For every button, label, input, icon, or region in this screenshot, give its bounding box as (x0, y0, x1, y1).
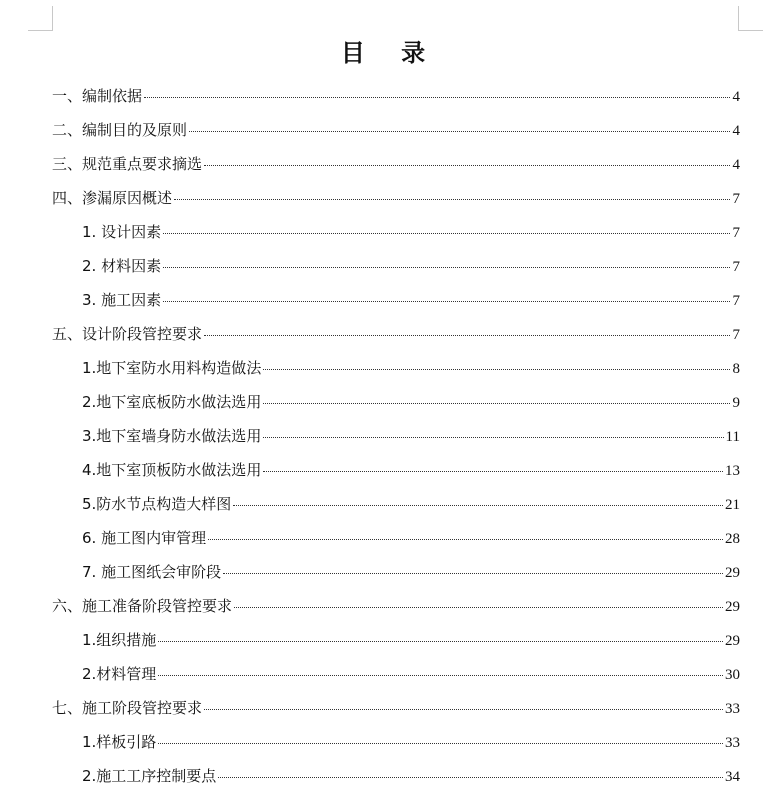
toc-entry[interactable] (52, 249, 740, 283)
toc-entry[interactable] (52, 215, 740, 249)
toc-page-number: 8 (732, 361, 740, 377)
toc-page-number: 29 (725, 599, 740, 615)
toc-entry-text: 3.地下室墙身防水做法选用 (82, 427, 262, 445)
toc-dot-leader (204, 709, 723, 710)
toc-dot-leader (263, 369, 730, 370)
toc-entry[interactable] (52, 487, 740, 521)
toc-entry[interactable] (52, 589, 740, 623)
toc-entry-text: 2.施工工序控制要点 (82, 767, 217, 785)
toc-dot-leader (263, 403, 730, 404)
toc-dot-leader (158, 675, 723, 676)
toc-entry-text: 三、规范重点要求摘选 (52, 155, 203, 173)
toc-dot-leader (233, 505, 723, 506)
toc-page-number: 29 (725, 633, 740, 649)
toc-page-number: 4 (732, 123, 740, 139)
toc-page-number: 9 (732, 395, 740, 411)
toc-entry[interactable] (52, 181, 740, 215)
toc-entry[interactable] (52, 317, 740, 351)
toc-entry[interactable] (52, 555, 740, 589)
toc-entry[interactable] (52, 283, 740, 317)
toc-entry-text: 七、施工阶段管控要求 (52, 699, 203, 717)
toc-entry[interactable] (52, 521, 740, 555)
toc-dot-leader (144, 97, 730, 98)
toc-entry[interactable] (52, 759, 740, 793)
toc-dot-leader (223, 573, 723, 574)
toc-dot-leader (204, 335, 730, 336)
toc-entry-text: 1.地下室防水用料构造做法 (82, 359, 262, 377)
toc-dot-leader (189, 131, 730, 132)
toc-dot-leader (218, 777, 723, 778)
toc-dot-leader (208, 539, 723, 540)
toc-entry-text: 1. 设计因素 (82, 223, 162, 241)
toc-entry[interactable] (52, 419, 740, 453)
toc-entry-text: 7. 施工图纸会审阶段 (82, 563, 222, 581)
toc-page-number: 21 (725, 497, 740, 513)
toc-page-number: 30 (725, 667, 740, 683)
toc-dot-leader (158, 743, 723, 744)
toc-page-number: 4 (732, 157, 740, 173)
toc-entry[interactable] (52, 657, 740, 691)
toc-dot-leader (163, 301, 730, 302)
toc-title: 目 录 (340, 38, 440, 67)
toc-dot-leader (158, 641, 723, 642)
toc-entry-text: 2.地下室底板防水做法选用 (82, 393, 262, 411)
crop-mark-top-right (738, 6, 763, 31)
toc-dot-leader (204, 165, 730, 166)
toc-page-number: 7 (732, 191, 740, 207)
toc-entry-text: 6. 施工图内审管理 (82, 529, 207, 547)
toc-entry-text: 四、渗漏原因概述 (52, 189, 173, 207)
toc-entry[interactable] (52, 623, 740, 657)
toc-entry[interactable] (52, 147, 740, 181)
toc-entry[interactable] (52, 351, 740, 385)
toc-entry[interactable] (52, 691, 740, 725)
toc-entry-text: 1.样板引路 (82, 733, 157, 751)
toc-page-number: 11 (725, 429, 740, 445)
toc-dot-leader (163, 267, 730, 268)
toc-page-number: 28 (725, 531, 740, 547)
toc-entry[interactable] (52, 453, 740, 487)
toc-entry-text: 5.防水节点构造大样图 (82, 495, 232, 513)
toc-entry-text: 3. 施工因素 (82, 291, 162, 309)
crop-mark-top-left (28, 6, 53, 31)
toc-page-number: 7 (732, 327, 740, 343)
toc-page-number: 34 (725, 769, 740, 785)
toc-entry-text: 六、施工准备阶段管控要求 (52, 597, 233, 615)
toc-page-number: 7 (732, 293, 740, 309)
toc-entry-text: 五、设计阶段管控要求 (52, 325, 203, 343)
toc-dot-leader (234, 607, 723, 608)
toc-dot-leader (263, 471, 723, 472)
toc-entry-text: 二、编制目的及原则 (52, 121, 188, 139)
toc-entry-text: 2.材料管理 (82, 665, 157, 683)
toc-page-number: 4 (732, 89, 740, 105)
toc-page-number: 13 (725, 463, 740, 479)
toc-page-number: 33 (725, 735, 740, 751)
toc-dot-leader (263, 437, 723, 438)
toc-page-number: 7 (732, 259, 740, 275)
toc-entry[interactable] (52, 79, 740, 113)
toc-entry-text: 1.组织措施 (82, 631, 157, 649)
toc-entry-text: 4.地下室顶板防水做法选用 (82, 461, 262, 479)
toc-dot-leader (174, 199, 730, 200)
toc-page-number: 29 (725, 565, 740, 581)
toc-entry[interactable] (52, 113, 740, 147)
toc-entry[interactable] (52, 385, 740, 419)
toc-page-number: 7 (732, 225, 740, 241)
toc-entry-text: 一、编制依据 (52, 87, 143, 105)
toc-entry-text: 2. 材料因素 (82, 257, 162, 275)
toc-page-number: 33 (725, 701, 740, 717)
toc-list (52, 79, 740, 793)
toc-entry[interactable] (52, 725, 740, 759)
toc-dot-leader (163, 233, 730, 234)
